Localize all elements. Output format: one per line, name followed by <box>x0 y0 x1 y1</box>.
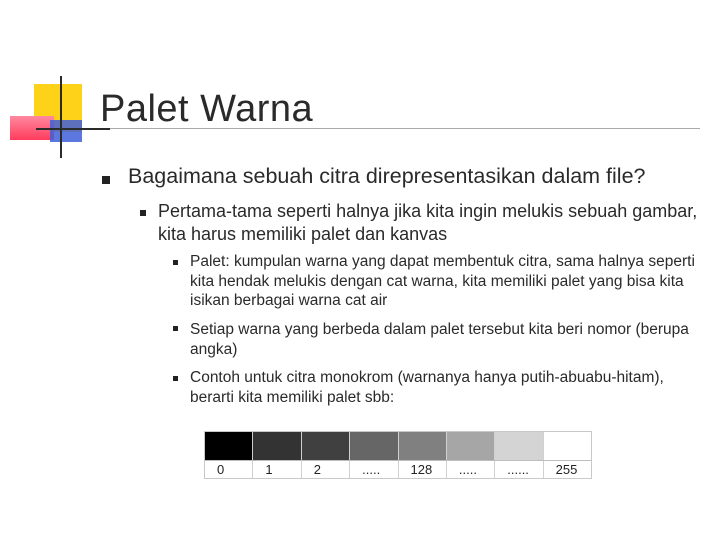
palette-label: 255 <box>555 462 578 477</box>
grayscale-palette <box>204 431 592 479</box>
palette-label: ..... <box>350 461 398 478</box>
bullet-square-icon <box>173 260 178 265</box>
palette-swatch <box>302 432 350 460</box>
bullet-level3-text-palet: Palet: kumpulan warna yang dapat membentuk citra, sama halnya seperti kita hendak melukis dengan cat warna, kita memiliki palet yang bisa kita isikan berbagai warna cat air <box>190 253 695 309</box>
palette-label: 128 <box>399 461 447 478</box>
palette-label: 2 <box>302 461 350 478</box>
bullet-level3-text-contoh: Contoh untuk citra monokrom (warnanya hanya putih-abuabu-hitam), berarti kita memiliki palet sbb: <box>190 369 664 406</box>
palette-swatch <box>205 432 253 460</box>
bullet-square-icon <box>173 376 178 381</box>
palette-swatch <box>544 432 591 460</box>
palette-swatch <box>350 432 398 460</box>
palette-swatch <box>447 432 495 460</box>
palette-swatch <box>399 432 447 460</box>
logo-horizontal-line <box>36 128 110 130</box>
bullet-level1-text: Bagaimana sebuah citra direpresentasikan dalam file? <box>128 164 646 188</box>
bullet-square-icon <box>140 210 146 216</box>
palette-label: ...... <box>495 461 543 478</box>
logo-vertical-line <box>60 76 62 158</box>
bullet-square-icon <box>173 326 178 331</box>
slide-title: Palet Warna <box>100 88 314 130</box>
palette-swatch <box>253 432 301 460</box>
palette-label: ..... <box>447 461 495 478</box>
palette-label: 0 <box>205 461 253 478</box>
palette-label-row <box>205 460 591 478</box>
bullet-square-icon <box>102 176 110 184</box>
bullet-level3-text-nomor: Setiap warna yang berbeda dalam palet tersebut kita beri nomor (berupa angka) <box>190 321 689 358</box>
logo-blue-square <box>50 120 82 142</box>
palette-swatch <box>495 432 543 460</box>
palette-label: 1 <box>253 461 301 478</box>
palette-swatch-row <box>205 432 591 460</box>
bullet-level2-text: Pertama-tama seperti halnya jika kita ingin melukis sebuah gambar, kita harus memiliki palet dan kanvas <box>158 201 698 244</box>
